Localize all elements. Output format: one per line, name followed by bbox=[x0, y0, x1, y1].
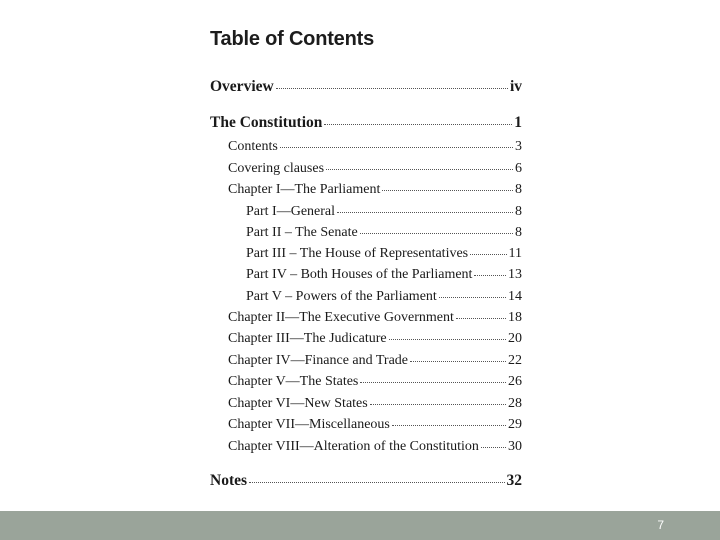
toc-entry-label: Part II – The Senate bbox=[246, 225, 358, 240]
dot-leader bbox=[392, 425, 506, 426]
dot-leader bbox=[474, 275, 506, 276]
toc-entry-overview[interactable] bbox=[210, 78, 522, 96]
toc-entry-the-constitution[interactable] bbox=[210, 114, 522, 132]
dot-leader bbox=[360, 233, 513, 234]
toc-page-number: iv bbox=[509, 78, 522, 95]
toc-entry-part-3[interactable] bbox=[210, 246, 522, 262]
dot-leader bbox=[456, 318, 506, 319]
toc-entry-contents[interactable] bbox=[210, 139, 522, 155]
toc-entry-label: Contents bbox=[228, 139, 278, 154]
dot-leader bbox=[470, 254, 506, 255]
slide-number: 7 bbox=[657, 518, 664, 532]
dot-leader bbox=[410, 361, 506, 362]
dot-leader bbox=[370, 404, 506, 405]
toc-page-number: 28 bbox=[508, 396, 522, 411]
dot-leader bbox=[481, 447, 506, 448]
toc-entry-label: Notes bbox=[210, 472, 248, 489]
toc-page-number: 18 bbox=[508, 310, 522, 325]
toc-page-number: 13 bbox=[508, 267, 522, 282]
toc-entry-label: Part V – Powers of the Parliament bbox=[246, 289, 437, 304]
toc-page-number: 22 bbox=[508, 353, 522, 368]
toc-entry-chapter-7[interactable] bbox=[210, 417, 522, 433]
toc-entry-label: Chapter I—The Parliament bbox=[228, 182, 381, 197]
toc-page-number: 3 bbox=[515, 139, 522, 154]
toc-entry-part-2[interactable] bbox=[210, 225, 522, 241]
toc-entry-label: Chapter V—The States bbox=[228, 374, 359, 389]
toc-entry-chapter-3[interactable] bbox=[210, 331, 522, 347]
toc-page-number: 11 bbox=[508, 246, 522, 261]
toc-entry-covering-clauses[interactable] bbox=[210, 161, 522, 177]
toc-page-number: 1 bbox=[514, 114, 522, 131]
toc-page-number: 20 bbox=[508, 331, 522, 346]
toc-page-number: 29 bbox=[508, 417, 522, 432]
toc-entry-label: Chapter IV—Finance and Trade bbox=[228, 353, 409, 368]
dot-leader bbox=[360, 382, 506, 383]
toc-page-number: 14 bbox=[508, 289, 522, 304]
toc-page-number: 8 bbox=[515, 204, 522, 219]
toc-entry-label: Covering clauses bbox=[228, 161, 325, 176]
dot-leader bbox=[249, 482, 504, 483]
toc-entry-chapter-6[interactable] bbox=[210, 396, 522, 412]
toc-entry-chapter-1[interactable] bbox=[210, 182, 522, 198]
dot-leader bbox=[280, 147, 513, 148]
toc-entry-label: Chapter III—The Judicature bbox=[228, 331, 387, 346]
dot-leader bbox=[276, 88, 508, 89]
toc-entry-notes[interactable] bbox=[210, 472, 522, 490]
toc-page-number: 8 bbox=[515, 225, 522, 240]
toc-entry-part-4[interactable] bbox=[210, 267, 522, 283]
toc-entry-part-1[interactable] bbox=[210, 204, 522, 220]
toc-page-number: 30 bbox=[508, 439, 522, 454]
toc-page-number: 6 bbox=[515, 161, 522, 176]
dot-leader bbox=[382, 190, 513, 191]
footer-bar bbox=[0, 511, 720, 540]
toc-entry-chapter-4[interactable] bbox=[210, 353, 522, 369]
toc-entry-chapter-2[interactable] bbox=[210, 310, 522, 326]
toc-entry-label: Part I—General bbox=[246, 204, 336, 219]
page-title: Table of Contents bbox=[210, 28, 375, 50]
dot-leader bbox=[337, 212, 513, 213]
toc-entry-chapter-8[interactable] bbox=[210, 439, 522, 455]
toc-page-number: 8 bbox=[515, 182, 522, 197]
dot-leader bbox=[324, 124, 512, 125]
toc-entry-label: The Constitution bbox=[210, 114, 323, 131]
dot-leader bbox=[439, 297, 506, 298]
toc-entry-label: Chapter II—The Executive Government bbox=[228, 310, 454, 325]
toc-page-number: 26 bbox=[508, 374, 522, 389]
toc-entry-chapter-5[interactable] bbox=[210, 374, 522, 390]
dot-leader bbox=[389, 339, 506, 340]
toc-entry-label: Chapter VIII—Alteration of the Constitution bbox=[228, 439, 479, 454]
toc-entry-label: Part IV – Both Houses of the Parliament bbox=[246, 267, 473, 282]
toc-page-number: 32 bbox=[506, 472, 522, 489]
dot-leader bbox=[326, 169, 513, 170]
toc-entry-label: Chapter VI—New States bbox=[228, 396, 368, 411]
toc-entry-label: Chapter VII—Miscellaneous bbox=[228, 417, 390, 432]
toc-entry-part-5[interactable] bbox=[210, 289, 522, 305]
toc-entry-label: Part III – The House of Representatives bbox=[246, 246, 469, 261]
toc-entry-label: Overview bbox=[210, 78, 274, 95]
